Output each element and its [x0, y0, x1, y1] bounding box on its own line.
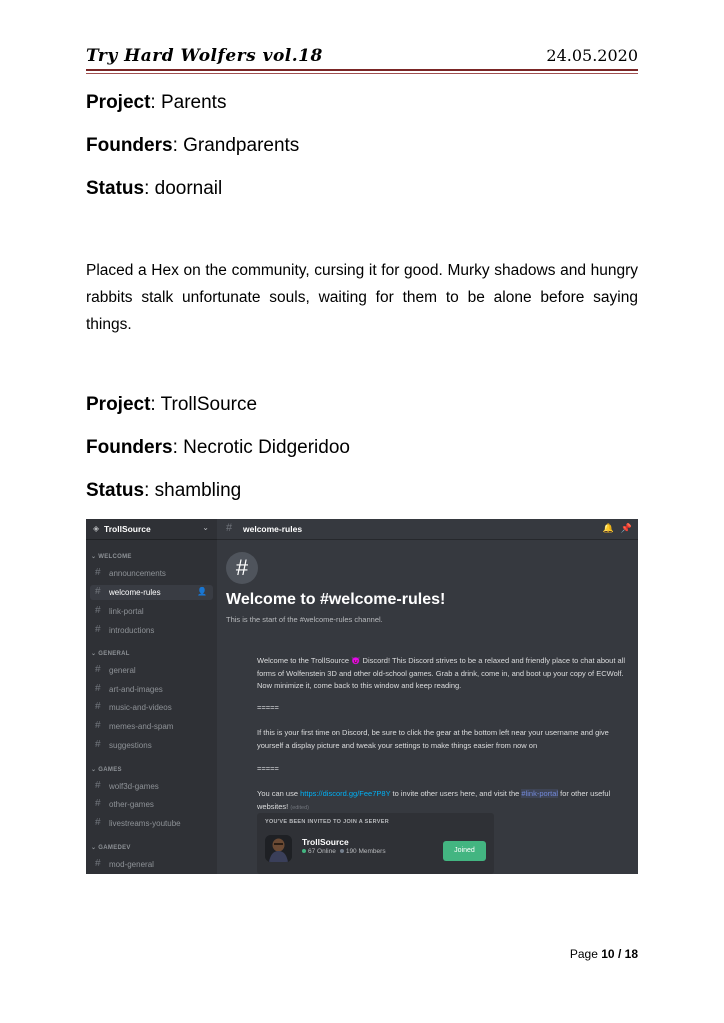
hash-icon: #	[95, 780, 101, 791]
channel-welcome-rules[interactable]: # welcome-rules 👤	[90, 585, 213, 600]
separator-1: =====	[257, 703, 279, 712]
project-2-status: Status: shambling	[86, 480, 242, 501]
members-dot-icon	[340, 849, 344, 853]
invite-server-stats: 67 Online 190 Members	[302, 848, 386, 855]
channel-announcements[interactable]: # announcements	[95, 567, 166, 578]
hash-icon: #	[95, 720, 101, 731]
hash-icon: #	[95, 567, 101, 578]
channel-music-and-videos[interactable]: # music-and-videos	[95, 701, 172, 712]
hash-icon: #	[95, 664, 101, 675]
add-user-icon[interactable]: 👤	[197, 587, 207, 596]
troll-emoji-icon: 😈	[351, 656, 361, 665]
channel-mention-link-portal[interactable]: #link-portal	[521, 789, 559, 798]
topbar-channel-name: welcome-rules	[243, 524, 303, 534]
channel-other-games[interactable]: # other-games	[95, 798, 154, 809]
category-games[interactable]: ⌄ GAMES	[91, 767, 122, 773]
hash-icon: #	[226, 522, 233, 534]
server-boost-icon: ◈	[93, 524, 100, 533]
header-rule	[86, 69, 638, 71]
channel-suggestions[interactable]: # suggestions	[95, 739, 152, 750]
channel-wolf3d-games[interactable]: # wolf3d-games	[95, 780, 159, 791]
pin-icon[interactable]: 📌	[620, 523, 632, 533]
category-gamedev[interactable]: ⌄ GAMEDEV	[91, 845, 131, 851]
server-header[interactable]	[86, 519, 217, 540]
invite-link[interactable]: https://discord.gg/Fee7P8Y	[300, 789, 391, 798]
server-avatar	[265, 835, 292, 862]
issue-date: 24.05.2020	[546, 46, 638, 65]
channel-memes-and-spam[interactable]: # memes-and-spam	[95, 720, 174, 731]
channel-link-portal[interactable]: # link-portal	[95, 605, 144, 616]
project-1-name: Project: Parents	[86, 92, 227, 113]
channel-livestreams-youtube[interactable]: # livestreams-youtube	[95, 817, 181, 828]
project-1-founders: Founders: Grandparents	[86, 135, 300, 156]
project-2-name: Project: TrollSource	[86, 394, 258, 415]
hash-icon: #	[95, 586, 101, 597]
hash-icon: #	[95, 683, 101, 694]
hash-icon: #	[95, 798, 101, 809]
chevron-down-icon[interactable]: ⌄	[202, 523, 209, 532]
channel-hash-icon: #	[226, 552, 258, 584]
hash-icon: #	[95, 701, 101, 712]
project-1-description: Placed a Hex on the community, cursing it for good. Murky shadows and hungry rabbits stalk unfortunate souls, waiting for them to be alone before saying things.	[86, 262, 638, 333]
hash-icon: #	[95, 858, 101, 869]
channel-start-text: This is the start of the #welcome-rules channel.	[226, 615, 383, 624]
magazine-title: Try Hard Wolfers vol.18	[86, 46, 323, 66]
hash-icon: #	[95, 817, 101, 828]
channel-mod-general[interactable]: # mod-general	[95, 858, 154, 869]
discord-screenshot	[86, 519, 638, 874]
channel-introductions[interactable]: # introductions	[95, 624, 155, 635]
channel-general[interactable]: # general	[95, 664, 136, 675]
channel-art-and-images[interactable]: # art-and-images	[95, 683, 163, 694]
bell-icon[interactable]: 🔔	[602, 523, 614, 533]
invite-server-name: TrollSource	[302, 837, 349, 847]
message-welcome: Welcome to the TrollSource 😈 Discord! This Discord strives to be a relaxed and friendly place to chat about all forms of Wolfenstein 3D and other old-school games. Grab a drink, come in, and boot up your copy of ECWolf. Now minimize it, come back to this window and keep reading.	[257, 656, 626, 690]
server-invite-card	[257, 813, 494, 874]
message-invite: You can use https://discord.gg/Fee7P8Y to invite other users here, and visit the #link-portal for other useful websites! (edited)	[257, 789, 611, 811]
channel-topbar	[217, 519, 638, 540]
category-welcome[interactable]: ⌄ WELCOME	[91, 554, 132, 560]
edited-tag: (edited)	[290, 804, 310, 811]
message-first-time: If this is your first time on Discord, be sure to click the gear at the bottom left near your username and give yourself a display picture and tweak your settings to make things easier from now on	[257, 728, 609, 750]
project-2-founders: Founders: Necrotic Didgeridoo	[86, 437, 350, 458]
hash-icon: #	[95, 624, 101, 635]
page-number: Page 10 / 18	[569, 947, 638, 961]
joined-button[interactable]: Joined	[443, 841, 486, 861]
channel-sidebar	[86, 519, 217, 874]
category-general[interactable]: ⌄ GENERAL	[91, 651, 130, 657]
online-dot-icon	[302, 849, 306, 853]
project-1-status: Status: doornail	[86, 178, 223, 199]
hash-icon: #	[95, 739, 101, 750]
page-header	[86, 44, 638, 68]
server-name: TrollSource	[104, 524, 151, 534]
invite-header: YOU'VE BEEN INVITED TO JOIN A SERVER	[265, 819, 389, 825]
header-rule-thin	[86, 73, 638, 74]
hash-icon: #	[95, 605, 101, 616]
separator-2: =====	[257, 764, 279, 773]
welcome-heading: Welcome to #welcome-rules!	[226, 591, 446, 608]
